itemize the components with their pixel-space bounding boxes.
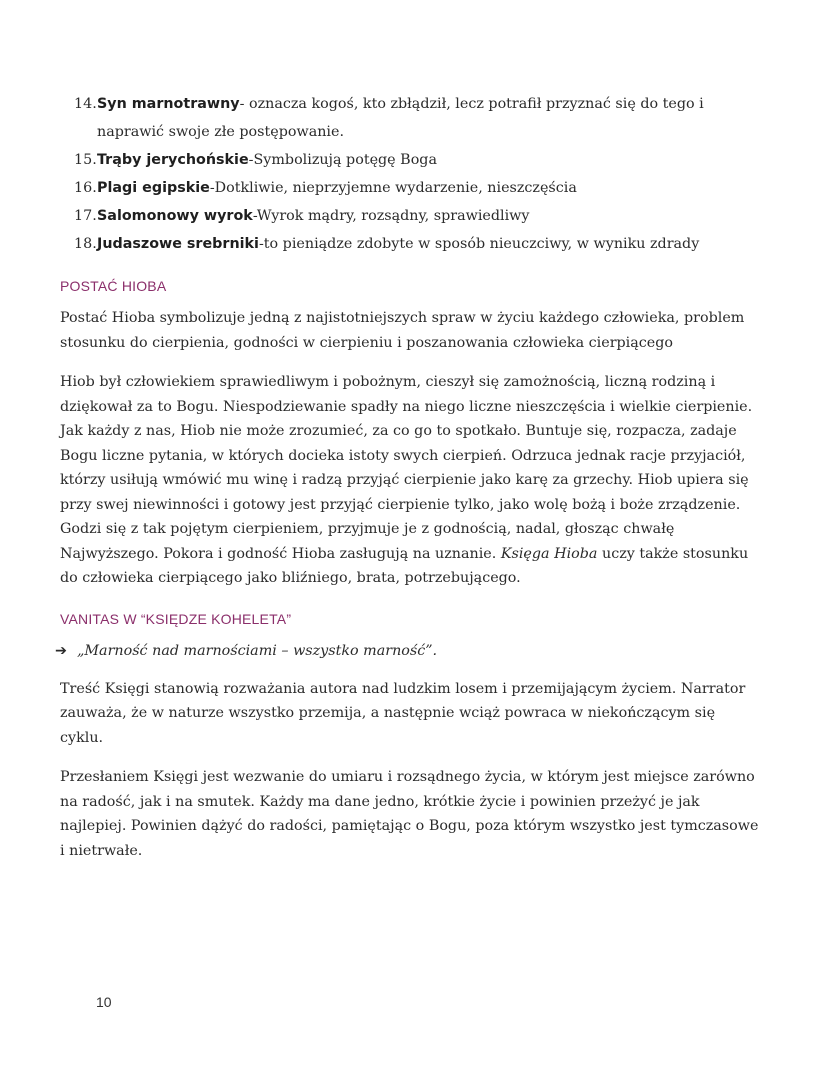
list-item	[60, 90, 760, 146]
list-item	[60, 230, 760, 258]
list-item-number: 14.	[74, 96, 97, 112]
list-item-number: 17.	[74, 208, 97, 224]
list-item-text: -to pieniądze zdobyte w sposób nieuczciwy, w wyniku zdrady	[258, 236, 700, 252]
list-item	[60, 146, 760, 174]
list-item-number: 16.	[74, 180, 97, 196]
list-item-number: 15.	[74, 152, 97, 168]
hiob-paragraph-1: Postać Hioba symbolizuje jedną z najistotniejszych spraw w życiu każdego człowieka, problem stosunku do cierpienia, godności w cierpieniu i poszanowania człowieka cierpiącego	[60, 310, 745, 351]
quote-row	[55, 639, 760, 663]
list-item-term: Trąby jerychońskie	[97, 152, 249, 168]
list-item-term: Judaszowe srebrniki	[97, 236, 259, 252]
list-item	[60, 202, 760, 230]
section-heading-hiob: POSTAĆ HIOBA	[60, 278, 167, 294]
idiom-list	[60, 90, 760, 258]
hiob-paragraph-2-text-b: uczy także stosunku do człowieka cierpiącego jako bliźniego, brata, potrzebującego.	[60, 545, 749, 586]
list-item	[60, 174, 760, 202]
vanitas-paragraph-1: Treść Księgi stanowią rozważania autora nad ludzkim losem i przemijającym życiem. Narrator zauważa, że w naturze wszystko przemija, a następnie wciąż powraca w niekończącym się cyklu.	[60, 680, 746, 746]
list-item-text: - oznacza kogoś, kto zbłądził, lecz potrafił przyznać się do tego i naprawić swoje złe postępowanie.	[97, 96, 704, 140]
list-item-term: Salomonowy wyrok	[97, 208, 253, 224]
list-item-term: Plagi egipskie	[97, 180, 210, 196]
vanitas-paragraph-2: Przesłaniem Księgi jest wezwanie do umiaru i rozsądnego życia, w którym jest miejsce zarówno na radość, jak i na smutek. Każdy ma dane jedno, krótkie życie i powinien przeżyć je jak najlepiej. Powinien dążyć do radości, pamiętając o Bogu, poza którym wszystko jest tymczasowe i nietrwałe.	[60, 769, 759, 859]
list-item-text: -Wyrok mądry, rozsądny, sprawiedliwy	[252, 208, 530, 224]
section-heading-vanitas: VANITAS W “KSIĘDZE KOHELETA”	[60, 610, 292, 627]
list-item-text: -Dotkliwie, nieprzyjemne wydarzenie, nieszczęścia	[209, 180, 577, 196]
document-page	[55, 90, 760, 878]
list-item-number: 18.	[74, 236, 97, 252]
page-number: 10	[96, 994, 112, 1010]
arrow-right-icon: ➔	[55, 642, 67, 659]
list-item-text: -Symbolizują potęgę Boga	[248, 152, 437, 168]
list-item-term: Syn marnotrawny	[97, 96, 240, 112]
hiob-paragraph-2-text-a: Hiob był człowiekiem sprawiedliwym i pobożnym, cieszył się zamożnością, liczną rodziną i dziękował za to Bogu. Niespodziewanie spadły na niego liczne nieszczęścia i wielkie cierpienie. Jak każdy z nas, Hiob nie może zrozumieć, za co go to spotkało. Buntuje się, rozpacza, zadaje Bogu liczne pytania, w których docieka istoty swych cierpień. Odrzuca jednak racje przyjaciół, którzy usiłują wmówić mu winę i radzą przyjąć cierpienie jako karę za grzechy. Hiob upiera się przy swej niewinności i gotowy jest przyjąć cierpienie tylko, jako wolę bożą i boże zrządzenie. Godzi się z tak pojętym cierpieniem, przyjmuje je z godnością, nadal, głosząc chwałę Najwyższego. Pokora i godność Hioba zasługują na uznanie.	[60, 374, 753, 562]
hiob-paragraph-2	[60, 370, 760, 591]
book-title: Księga Hioba	[500, 545, 598, 562]
vanitas-quote: „Marność nad marnościami – wszystko marność”.	[77, 642, 438, 659]
